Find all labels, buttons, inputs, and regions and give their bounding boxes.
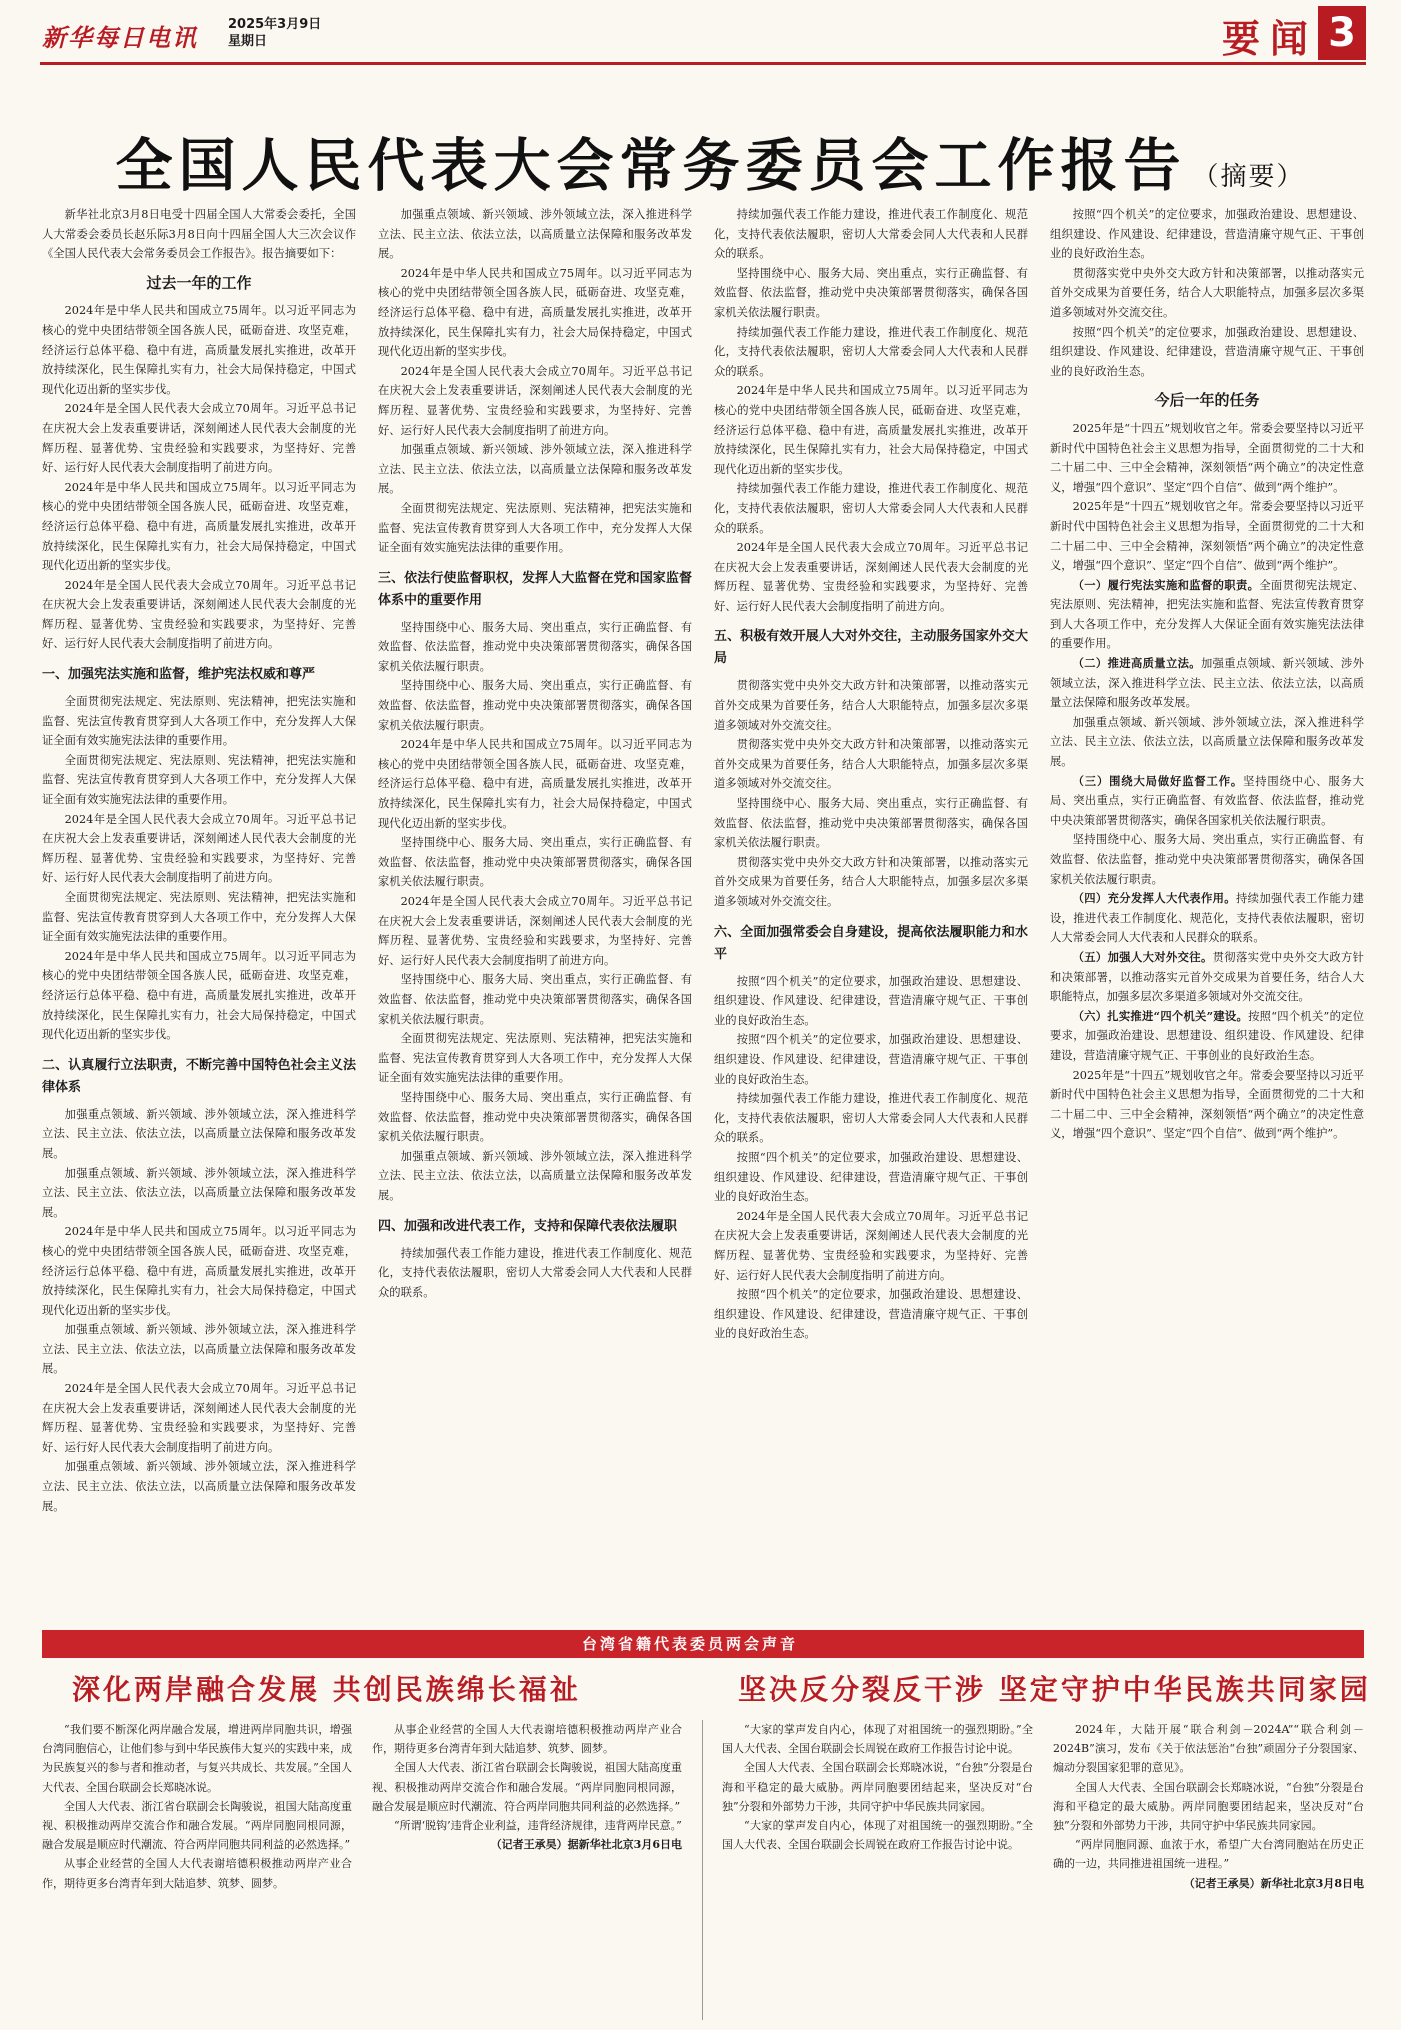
paragraph: 2024年是全国人民代表大会成立70周年。习近平总书记在庆祝大会上发表重要讲话，深刻阐述人民代表大会制度的光辉历程、显著优势、宝贵经验和实践要求，为坚持好、完善好、运行好人民代表大会制度指明了前进方向。 [42,578,356,651]
report-body [42,205,1364,1630]
paragraph: 贯彻落实党中央外交大政方针和决策部署，以推动落实元首外交成果为首要任务，结合人大职能特点，加强多层次多渠道多领域对外交流交往。 [714,855,1028,908]
task-heading: （二）推进高质量立法。 [1072,656,1201,671]
paragraph [1050,654,1364,713]
paragraph: 按照“四个机关”的定位要求，加强政治建设、思想建设、组织建设、作风建设、纪律建设，营造清廉守规气正、干事创业的良好政治生态。 [714,1288,1028,1341]
paragraph: “两岸同胞同源、血浓于水，希望广大台湾同胞站在历史正确的一边，共同推进祖国统一进程。” [1053,1838,1364,1871]
paragraph: 坚持围绕中心、服务大局、突出重点，实行正确监督、有效监督、依法监督，推动党中央决策部署贯彻落实，确保各国家机关依法履行职责。 [378,1090,692,1144]
task-text: 持续加强代表工作能力建设，推进代表工作制度化、规范化，支持代表依法履职，密切人大常委会同人大代表和人民群众的联系。 [1050,892,1364,945]
page-number: 3 [1318,6,1366,60]
story-1-body [42,1720,682,2020]
paragraph: 坚持围绕中心、服务大局、突出重点，实行正确监督、有效监督、依法监督，推动党中央决策部署贯彻落实，确保各国家机关依法履行职责。 [714,266,1028,319]
subheading-constitution: 一、加强宪法实施和监督，维护宪法权威和尊严 [42,667,316,683]
subheading-supervision: 三、依法行使监督职权，发挥人大监督在党和国家监督体系中的重要作用 [378,570,692,608]
column-3 [714,205,1028,1630]
paragraph: 全国人大代表、浙江省台联副会长陶骏说，祖国大陆高度重视、积极推动两岸交流合作和融合发展。“两岸同胞同根同源，融合发展是顺应时代潮流、符合两岸同胞共同利益的必然选择。” [42,1799,352,1852]
subheading-self-building: 六、全面加强常委会自身建设，提高依法履职能力和水平 [714,924,1028,962]
column-2 [378,205,692,1630]
header-rule [40,62,1366,65]
paragraph: 全面贯彻宪法规定、宪法原则、宪法精神，把宪法实施和监督、宪法宣传教育贯穿到人大各项工作中，充分发挥人大保证全面有效实施宪法法律的重要作用。 [378,1032,692,1085]
paragraph: 加强重点领域、新兴领域、涉外领域立法，深入推进科学立法、民主立法、依法立法，以高质量立法保障和服务改革发展。 [378,443,692,496]
paragraph: 2024年是全国人民代表大会成立70周年。习近平总书记在庆祝大会上发表重要讲话，深刻阐述人民代表大会制度的光辉历程、显著优势、宝贵经验和实践要求，为坚持好、完善好、运行好人民代表大会制度指明了前进方向。 [42,402,356,475]
paragraph: 按照“四个机关”的定位要求，加强政治建设、思想建设、组织建设、作风建设、纪律建设，营造清廉守规气正、干事创业的良好政治生态。 [714,1033,1028,1086]
paragraph: 坚持围绕中心、服务大局、突出重点，实行正确监督、有效监督、依法监督，推动党中央决策部署贯彻落实，确保各国家机关依法履行职责。 [378,679,692,732]
paragraph: “所谓‘脱钩’违背企业利益，违背经济规律，违背两岸民意。” [394,1819,682,1833]
paragraph: 坚持围绕中心、服务大局、突出重点，实行正确监督、有效监督、依法监督，推动党中央决策部署贯彻落实，确保各国家机关依法履行职责。 [378,836,692,889]
paragraph: 2024年是中华人民共和国成立75周年。以习近平同志为核心的党中央团结带领全国各族人民，砥砺奋进、攻坚克难，经济运行总体平稳、稳中有进，高质量发展扎实推进，改革开放持续深化，民生保障扎实有力，社会大局保持稳定，中国式现代化迈出新的坚实步伐。 [42,480,356,573]
paragraph: 坚持围绕中心、服务大局、突出重点，实行正确监督、有效监督、依法监督，推动党中央决策部署贯彻落实，确保各国家机关依法履行职责。 [1050,833,1364,886]
headline-text: 全国人民代表大会常务委员会工作报告 [115,132,1187,199]
section-label: 要闻 [1222,16,1319,61]
headline-subtitle: （摘要） [1192,162,1305,192]
paragraph: 坚持围绕中心、服务大局、突出重点，实行正确监督、有效监督、依法监督，推动党中央决策部署贯彻落实，确保各国家机关依法履行职责。 [378,973,692,1026]
paragraph: 按照“四个机关”的定位要求，加强政治建设、思想建设、组织建设、作风建设、纪律建设，营造清廉守规气正、干事创业的良好政治生态。 [1050,208,1364,261]
paragraph: 全国人大代表、全国台联副会长郑晓冰说，“台独”分裂是台海和平稳定的最大威胁。两岸同胞要团结起来，坚决反对“台独”分裂和外部势力干涉，共同守护中华民族共同家园。 [1053,1780,1364,1833]
paragraph: 2024年是全国人民代表大会成立70周年。习近平总书记在庆祝大会上发表重要讲话，深刻阐述人民代表大会制度的光辉历程、显著优势、宝贵经验和实践要求，为坚持好、完善好、运行好人民代表大会制度指明了前进方向。 [714,1209,1028,1282]
column-1 [42,205,356,1630]
task-heading: （五）加强人大对外交往。 [1072,949,1213,964]
paragraph [1050,772,1364,831]
paragraph: 加强重点领域、新兴领域、涉外领域立法，深入推进科学立法、民主立法、依法立法，以高质量立法保障和服务改革发展。 [1050,715,1364,769]
task-text: 坚持围绕中心、服务大局、突出重点，实行正确监督、有效监督、依法监督，推动党中央决策部署贯彻落实，确保各国家机关依法履行职责。 [1050,774,1364,827]
paragraph: 加强重点领域、新兴领域、涉外领域立法，深入推进科学立法、民主立法、依法立法，以高质量立法保障和服务改革发展。 [42,1107,356,1160]
paragraph: 坚持围绕中心、服务大局、突出重点，实行正确监督、有效监督、依法监督，推动党中央决策部署贯彻落实，确保各国家机关依法履行职责。 [714,797,1028,850]
paragraph: 持续加强代表工作能力建设，推进代表工作制度化、规范化，支持代表依法履职，密切人大常委会同人大代表和人民群众的联系。 [714,482,1028,535]
paragraph: “大家的掌声发自内心，体现了对祖国统一的强烈期盼。”全国人大代表、全国台联副会长周锐在政府工作报告讨论中说。 [722,1819,1033,1852]
task-text: 贯彻落实党中央外交大政方针和决策部署，以推动落实元首外交成果为首要任务，结合人大职能特点，加强多层次多渠道多领域对外交流交往。 [1050,950,1364,1004]
paragraph [1050,1007,1364,1066]
paragraph: 2025年是“十四五”规划收官之年。常委会要坚持以习近平新时代中国特色社会主义思想为指导，全面贯彻党的二十大和二十届二中、三中全会精神，深刻领悟“两个确立”的决定性意义，增强“四个意识”、坚定“四个自信”、做到“两个维护”。 [1050,421,1364,494]
paragraph: 2024年是中华人民共和国成立75周年。以习近平同志为核心的党中央团结带领全国各族人民，砥砺奋进、攻坚克难，经济运行总体平稳、稳中有进，高质量发展扎实推进，改革开放持续深化，民生保障扎实有力，社会大局保持稳定，中国式现代化迈出新的坚实步伐。 [378,738,692,830]
paragraph [1050,889,1364,948]
section-band-label: 台湾省籍代表委员两会声音 [581,1635,798,1653]
paragraph: 全国人大代表、浙江省台联副会长陶骏说，祖国大陆高度重视、积极推动两岸交流合作和融合发展。“两岸同胞同根同源，融合发展是顺应时代潮流、符合两岸同胞共同利益的必然选择。” [372,1761,682,1813]
task-heading: （四）充分发挥人大代表作用。 [1072,891,1236,906]
paragraph: 全面贯彻宪法规定、宪法原则、宪法精神，把宪法实施和监督、宪法宣传教育贯穿到人大各项工作中，充分发挥人大保证全面有效实施宪法法律的重要作用。 [42,891,356,944]
paragraph: 2024年，大陆开展“联合利剑－2024A”“联合利剑－2024B”演习，发布《关于依法惩治“台独”顽固分子分裂国家、煽动分裂国家犯罪的意见》。 [1053,1723,1364,1775]
paragraph: 持续加强代表工作能力建设，推进代表工作制度化、规范化，支持代表依法履职，密切人大常委会同人大代表和人民群众的联系。 [714,208,1028,261]
paragraph: “大家的掌声发自内心，体现了对祖国统一的强烈期盼。”全国人大代表、全国台联副会长周锐在政府工作报告讨论中说。 [722,1723,1033,1756]
paragraph: 2024年是全国人民代表大会成立70周年。习近平总书记在庆祝大会上发表重要讲话，深刻阐述人民代表大会制度的光辉历程、显著优势、宝贵经验和实践要求，为坚持好、完善好、运行好人民代表大会制度指明了前进方向。 [378,364,692,437]
paragraph: 2024年是中华人民共和国成立75周年。以习近平同志为核心的党中央团结带领全国各族人民，砥砺奋进、攻坚克难，经济运行总体平稳、稳中有进，高质量发展扎实推进，改革开放持续深化，民生保障扎实有力，社会大局保持稳定，中国式现代化迈出新的坚实步伐。 [42,949,356,1042]
column-4 [1050,205,1364,1630]
task-text: 加强重点领域、新兴领域、涉外领域立法，深入推进科学立法、民主立法、依法立法，以高质量立法保障和服务改革发展。 [1050,657,1364,710]
masthead: 新华每日电讯 [42,23,198,52]
paragraph: 2025年是“十四五”规划收官之年。常委会要坚持以习近平新时代中国特色社会主义思想为指导，全面贯彻党的二十大和二十届二中、三中全会精神，深刻领悟“两个确立”的决定性意义，增强“四个意识”、坚定“四个自信”、做到“两个维护”。 [1050,500,1364,573]
paragraph: 2024年是中华人民共和国成立75周年。以习近平同志为核心的党中央团结带领全国各族人民，砥砺奋进、攻坚克难，经济运行总体平稳、稳中有进，高质量发展扎实推进，改革开放持续深化，民生保障扎实有力，社会大局保持稳定，中国式现代化迈出新的坚实步伐。 [42,304,356,396]
paragraph [1050,948,1364,1007]
paragraph: 加强重点领域、新兴领域、涉外领域立法，深入推进科学立法、民主立法、依法立法，以高质量立法保障和服务改革发展。 [42,1323,356,1376]
date-text: 2025年3月9日 [228,17,322,32]
paragraph: 全面贯彻宪法规定、宪法原则、宪法精神，把宪法实施和监督、宪法宣传教育贯穿到人大各项工作中，充分发挥人大保证全面有效实施宪法法律的重要作用。 [378,501,692,555]
paragraph: 从事企业经营的全国人大代表谢培德积极推动两岸产业合作，期待更多台湾青年到大陆追梦、筑梦、圆梦。 [372,1723,682,1756]
paragraph [1050,576,1364,654]
task-heading: （一）履行宪法实施和监督的职责。 [1072,577,1260,592]
section-heading-next-year: 今后一年的任务 [1154,391,1260,410]
page-header [0,0,1401,62]
paragraph: 2024年是中华人民共和国成立75周年。以习近平同志为核心的党中央团结带领全国各族人民，砥砺奋进、攻坚克难，经济运行总体平稳、稳中有进，高质量发展扎实推进，改革开放持续深化，民生保障扎实有力，社会大局保持稳定，中国式现代化迈出新的坚实步伐。 [714,384,1028,476]
paragraph: 贯彻落实党中央外交大政方针和决策部署，以推动落实元首外交成果为首要任务，结合人大职能特点，加强多层次多渠道多领域对外交流交往。 [714,679,1028,732]
paragraph: 按照“四个机关”的定位要求，加强政治建设、思想建设、组织建设、作风建设、纪律建设，营造清廉守规气正、干事创业的良好政治生态。 [1050,325,1364,378]
story-2-column-1 [722,1720,1033,2020]
paragraph: 2024年是中华人民共和国成立75周年。以习近平同志为核心的党中央团结带领全国各族人民，砥砺奋进、攻坚克难，经济运行总体平稳、稳中有进，高质量发展扎实推进，改革开放持续深化，民生保障扎实有力，社会大局保持稳定，中国式现代化迈出新的坚实步伐。 [378,266,692,359]
subheading-legislation: 二、认真履行立法职责，不断完善中国特色社会主义法律体系 [42,1057,356,1095]
subheading-deputies: 四、加强和改进代表工作，支持和保障代表依法履职 [378,1218,678,1234]
story-1-column-2 [372,1720,682,2020]
lead-paragraph: 新华社北京3月8日电受十四届全国人大常委会委托，全国人大常委会委员长赵乐际3月8日向十四届全国人大三次会议作《全国人民代表大会常务委员会工作报告》。报告摘要如下： [42,208,356,261]
paragraph: “我们要不断深化两岸融合发展，增进两岸同胞共识，增强台湾同胞信心，让他们参与到中华民族伟大复兴的实践中来，成为民族复兴的参与者和推动者，与复兴共成长、共发展。”全国人大代表、全国台联副会长郑晓冰说。 [42,1723,352,1794]
story-1-column-1 [42,1720,352,2020]
issue-date [228,16,321,50]
paragraph: 2025年是“十四五”规划收官之年。常委会要坚持以习近平新时代中国特色社会主义思想为指导，全面贯彻党的二十大和二十届二中、三中全会精神，深刻领悟“两个确立”的决定性意义，增强“四个意识”、坚定“四个自信”、做到“两个维护”。 [1050,1068,1364,1141]
paragraph: 加强重点领域、新兴领域、涉外领域立法，深入推进科学立法、民主立法、依法立法，以高质量立法保障和服务改革发展。 [42,1166,356,1219]
paragraph: 2024年是全国人民代表大会成立70周年。习近平总书记在庆祝大会上发表重要讲话，深刻阐述人民代表大会制度的光辉历程、显著优势、宝贵经验和实践要求，为坚持好、完善好、运行好人民代表大会制度指明了前进方向。 [714,541,1028,613]
paragraph: 2024年是中华人民共和国成立75周年。以习近平同志为核心的党中央团结带领全国各族人民，砥砺奋进、攻坚克难，经济运行总体平稳、稳中有进，高质量发展扎实推进，改革开放持续深化，民生保障扎实有力，社会大局保持稳定，中国式现代化迈出新的坚实步伐。 [42,1225,356,1317]
column-divider [702,1720,703,2020]
paragraph: 坚持围绕中心、服务大局、突出重点，实行正确监督、有效监督、依法监督，推动党中央决策部署贯彻落实，确保各国家机关依法履行职责。 [378,620,692,673]
paragraph: 贯彻落实党中央外交大政方针和决策部署，以推动落实元首外交成果为首要任务，结合人大职能特点，加强多层次多渠道多领域对外交流交往。 [714,738,1028,791]
paragraph: 全面贯彻宪法规定、宪法原则、宪法精神，把宪法实施和监督、宪法宣传教育贯穿到人大各项工作中，充分发挥人大保证全面有效实施宪法法律的重要作用。 [42,753,356,807]
story-1-byline: （记者王承昊）据新华社北京3月6日电 [490,1838,682,1852]
task-heading: （六）扎实推进“四个机关”建设。 [1072,1008,1249,1023]
paragraph: 持续加强代表工作能力建设，推进代表工作制度化、规范化，支持代表依法履职，密切人大常委会同人大代表和人民群众的联系。 [378,1246,692,1299]
story-2-byline: （记者王承昊）新华社北京3月8日电 [1183,1876,1364,1890]
story-2-column-2 [1053,1720,1364,2020]
paragraph: 2024年是全国人民代表大会成立70周年。习近平总书记在庆祝大会上发表重要讲话，深刻阐述人民代表大会制度的光辉历程、显著优势、宝贵经验和实践要求，为坚持好、完善好、运行好人民代表大会制度指明了前进方向。 [378,895,692,967]
subheading-foreign: 五、积极有效开展人大对外交往，主动服务国家外交大局 [714,629,1028,667]
task-heading: （三）围绕大局做好监督工作。 [1072,773,1244,788]
report-headline [70,120,1350,202]
paragraph: 全国人大代表、全国台联副会长郑晓冰说，“台独”分裂是台海和平稳定的最大威胁。两岸同胞要团结起来，坚决反对“台独”分裂和外部势力干涉，共同守护中华民族共同家园。 [722,1761,1033,1813]
story-1-title: 深化两岸融合发展 共创民族绵长福祉 [72,1673,581,1706]
paragraph: 全面贯彻宪法规定、宪法原则、宪法精神，把宪法实施和监督、宪法宣传教育贯穿到人大各项工作中，充分发挥人大保证全面有效实施宪法法律的重要作用。 [42,695,356,748]
weekday-text: 星期日 [228,34,268,49]
paragraph: 从事企业经营的全国人大代表谢培德积极推动两岸产业合作，期待更多台湾青年到大陆追梦、筑梦、圆梦。 [42,1857,352,1890]
paragraph: 加强重点领域、新兴领域、涉外领域立法，深入推进科学立法、民主立法、依法立法，以高质量立法保障和服务改革发展。 [42,1460,356,1513]
paragraph: 加强重点领域、新兴领域、涉外领域立法，深入推进科学立法、民主立法、依法立法，以高质量立法保障和服务改革发展。 [378,208,692,261]
section-heading-past-year: 过去一年的工作 [146,273,252,292]
task-text: 全面贯彻宪法规定、宪法原则、宪法精神，把宪法实施和监督、宪法宣传教育贯穿到人大各项工作中，充分发挥人大保证全面有效实施宪法法律的重要作用。 [1050,578,1364,651]
paragraph: 按照“四个机关”的定位要求，加强政治建设、思想建设、组织建设、作风建设、纪律建设，营造清廉守规气正、干事创业的良好政治生态。 [714,1150,1028,1204]
paragraph: 2024年是全国人民代表大会成立70周年。习近平总书记在庆祝大会上发表重要讲话，深刻阐述人民代表大会制度的光辉历程、显著优势、宝贵经验和实践要求，为坚持好、完善好、运行好人民代表大会制度指明了前进方向。 [42,1382,356,1454]
task-text: 按照“四个机关”的定位要求，加强政治建设、思想建设、组织建设、作风建设、纪律建设，营造清廉守规气正、干事创业的良好政治生态。 [1050,1009,1364,1062]
paragraph: 按照“四个机关”的定位要求，加强政治建设、思想建设、组织建设、作风建设、纪律建设，营造清廉守规气正、干事创业的良好政治生态。 [714,974,1028,1027]
paragraph: 贯彻落实党中央外交大政方针和决策部署，以推动落实元首外交成果为首要任务，结合人大职能特点，加强多层次多渠道多领域对外交流交往。 [1050,266,1364,319]
paragraph: 持续加强代表工作能力建设，推进代表工作制度化、规范化，支持代表依法履职，密切人大常委会同人大代表和人民群众的联系。 [714,1092,1028,1145]
story-2-title: 坚决反分裂反干涉 坚定守护中华民族共同家园 [738,1673,1371,1706]
paragraph: 持续加强代表工作能力建设，推进代表工作制度化、规范化，支持代表依法履职，密切人大常委会同人大代表和人民群众的联系。 [714,325,1028,378]
paragraph: 加强重点领域、新兴领域、涉外领域立法，深入推进科学立法、民主立法、依法立法，以高质量立法保障和服务改革发展。 [378,1149,692,1202]
story-2-body [722,1720,1364,2020]
paragraph: 2024年是全国人民代表大会成立70周年。习近平总书记在庆祝大会上发表重要讲话，深刻阐述人民代表大会制度的光辉历程、显著优势、宝贵经验和实践要求，为坚持好、完善好、运行好人民代表大会制度指明了前进方向。 [42,812,356,885]
